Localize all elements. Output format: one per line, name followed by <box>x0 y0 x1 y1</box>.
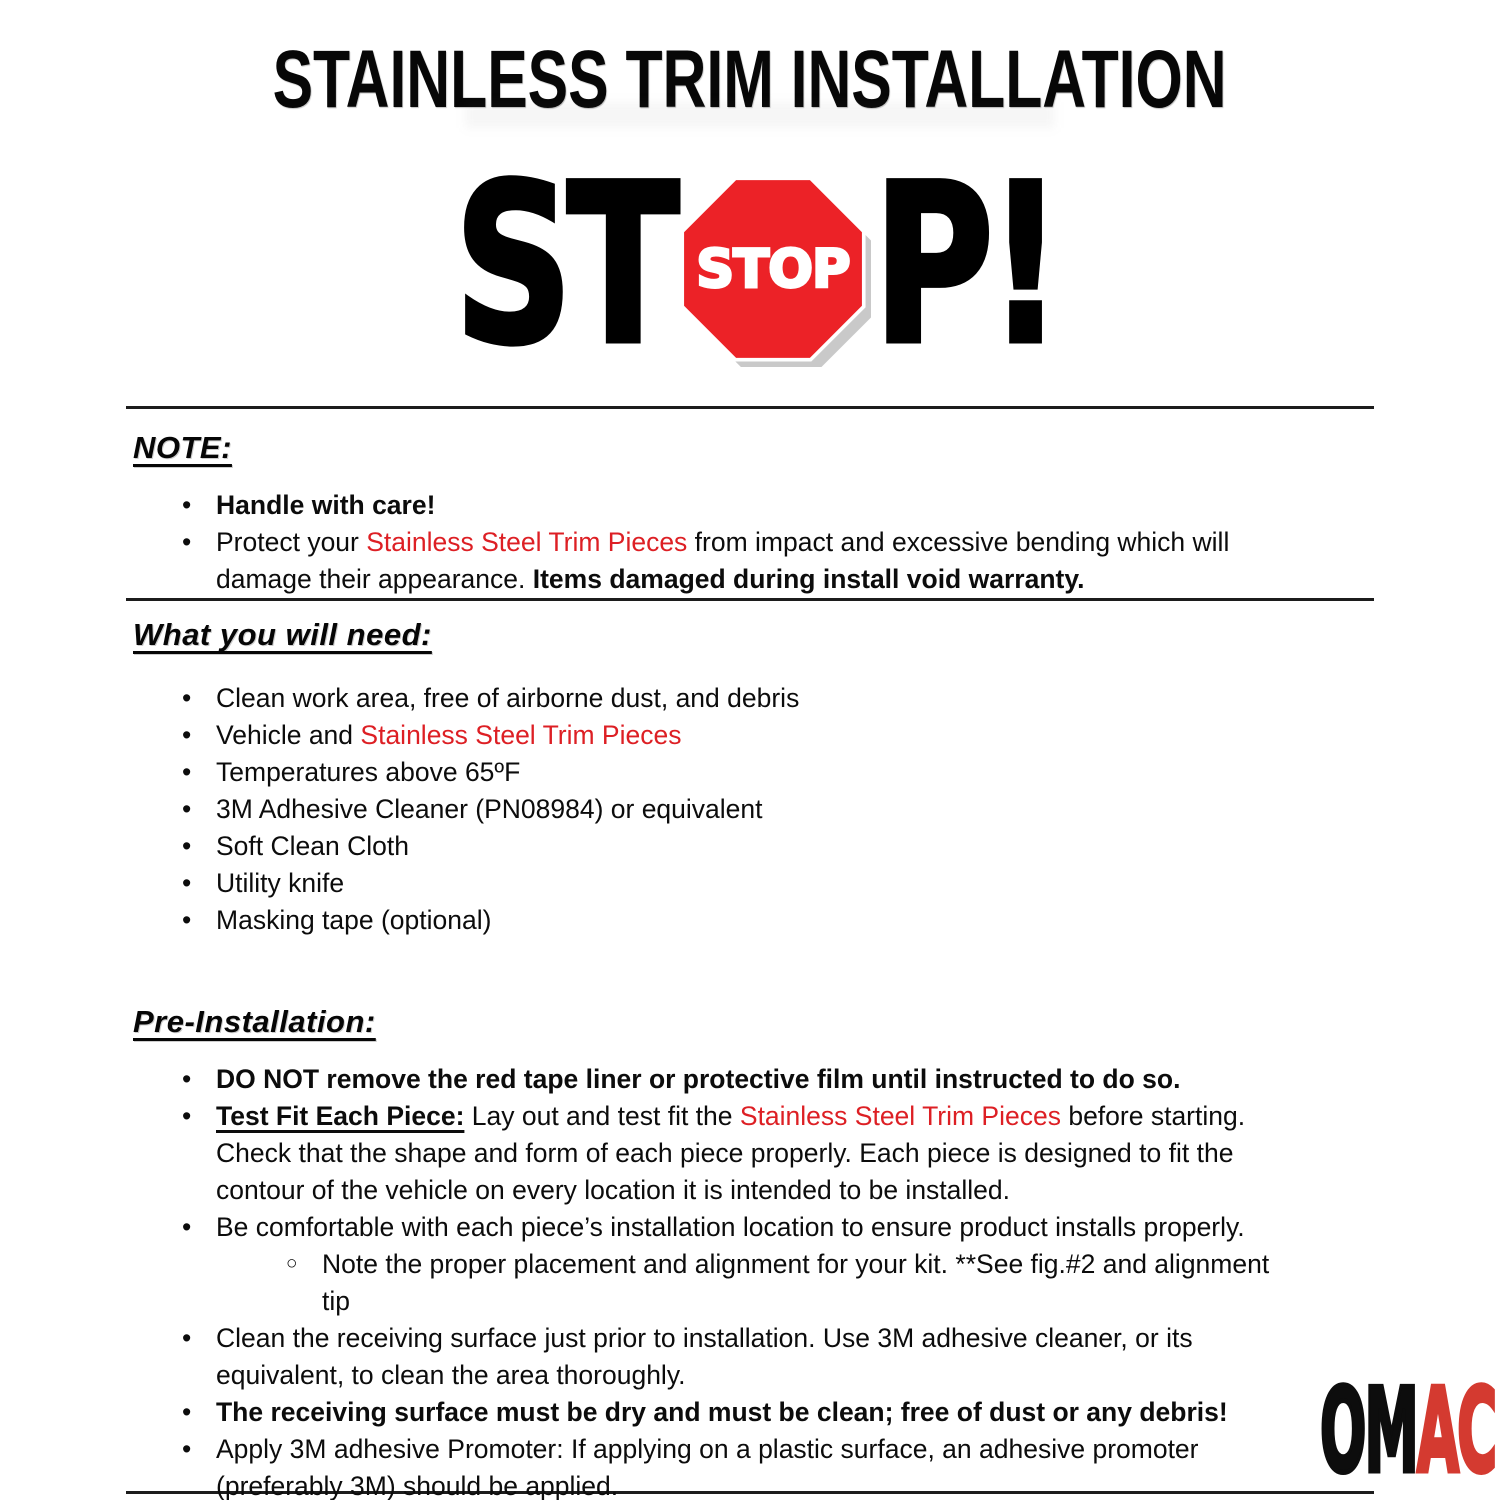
list-item-text: before starting. Check that the shape and form of each piece properly. Each piece is designed to fit the contour of the vehicle on every location it is intended to be installed. <box>216 1101 1246 1205</box>
list-item <box>180 754 1280 791</box>
list-item-text: Note the proper placement and alignment for your kit. **See fig.#2 and alignment tip <box>322 1249 1270 1316</box>
sub-list-item <box>180 1246 1280 1320</box>
bullet-icon: • <box>182 831 192 861</box>
bullet-icon: • <box>182 1323 192 1353</box>
list-item <box>180 828 1280 865</box>
list-item <box>180 791 1280 828</box>
highlighted-text: Stainless Steel Trim Pieces <box>360 720 682 750</box>
list-item-text: Masking tape (optional) <box>216 905 492 935</box>
page-title-text: STAINLESS TRIM INSTALLATION <box>273 34 1227 126</box>
omac-logo-black-text: OM <box>1320 1364 1417 1499</box>
divider <box>126 406 1374 409</box>
list-item <box>180 487 1280 524</box>
divider <box>126 598 1374 601</box>
what-you-need-list <box>180 680 1280 939</box>
list-item-text: Protect your <box>216 527 367 557</box>
list-item <box>180 902 1280 939</box>
list-item-text: Temperatures above 65ºF <box>216 757 521 787</box>
highlighted-text: Stainless Steel Trim Pieces <box>366 527 688 557</box>
stop-sign-icon <box>675 171 871 367</box>
list-item-text: Lay out and test fit the <box>464 1101 740 1131</box>
omac-logo <box>1320 1364 1496 1499</box>
list-item-text: Apply 3M adhesive Promoter: If applying on a plastic surface, an adhesive promoter (preferably 3M) should be applied. <box>216 1434 1199 1500</box>
stop-graphic <box>0 136 1500 393</box>
note-heading: NOTE: <box>133 430 232 465</box>
what-you-need-heading: What you will need: <box>133 617 432 652</box>
list-item-text: from impact and excessive bending which will damage their appearance. <box>216 527 1230 594</box>
bullet-icon: • <box>182 1101 192 1131</box>
omac-logo-red-text: AC <box>1416 1364 1496 1499</box>
list-item <box>180 1320 1280 1394</box>
bullet-icon: • <box>182 683 192 713</box>
list-item <box>180 1209 1280 1246</box>
emphasized-text: Test Fit Each Piece: <box>216 1101 465 1131</box>
emphasized-text: DO NOT remove the red tape liner or protective film until instructed to do so. <box>216 1064 1181 1094</box>
list-item <box>180 1061 1280 1098</box>
list-item-text: Handle with care! <box>216 490 436 520</box>
bullet-icon: • <box>182 1434 192 1464</box>
emphasized-text: Items damaged during install void warranty. <box>532 564 1085 594</box>
highlighted-text: Stainless Steel Trim Pieces <box>739 1101 1061 1131</box>
stop-text-left: ST <box>454 136 674 393</box>
bullet-icon: • <box>182 794 192 824</box>
bullet-icon: • <box>182 868 192 898</box>
list-item <box>180 680 1280 717</box>
bullet-icon: • <box>182 527 192 557</box>
stop-text-right: P! <box>873 136 1058 393</box>
bullet-icon: • <box>182 905 192 935</box>
bullet-icon: • <box>182 1212 192 1242</box>
bullet-icon: • <box>182 757 192 787</box>
pre-installation-heading: Pre-Installation: <box>133 1004 376 1039</box>
faded-print-artifact <box>465 102 1055 128</box>
stop-sign-label: STOP <box>696 238 851 300</box>
list-item <box>180 524 1280 598</box>
pre-installation-list <box>180 1061 1280 1500</box>
list-item-text: Clean the receiving surface just prior to installation. Use 3M adhesive cleaner, or its equivalent, to clean the area thoroughly. <box>216 1323 1193 1390</box>
list-item <box>180 717 1280 754</box>
circle-bullet-icon: ○ <box>286 1253 298 1274</box>
list-item-text: Be comfortable with each piece’s installation location to ensure product installs properly. <box>216 1212 1245 1242</box>
list-item-text: Clean work area, free of airborne dust, and debris <box>216 683 800 713</box>
list-item <box>180 1098 1280 1209</box>
list-item-text: 3M Adhesive Cleaner (PN08984) or equivalent <box>216 794 763 824</box>
list-item-text: Vehicle and <box>216 720 361 750</box>
list-item-text: Soft Clean Cloth <box>216 831 409 861</box>
bullet-icon: • <box>182 490 192 520</box>
list-item <box>180 1431 1280 1500</box>
list-item <box>180 1394 1280 1431</box>
list-item <box>180 865 1280 902</box>
bullet-icon: • <box>182 1397 192 1427</box>
note-list <box>180 487 1280 598</box>
bullet-icon: • <box>182 1064 192 1094</box>
bullet-icon: • <box>182 720 192 750</box>
list-item-text: Utility knife <box>216 868 345 898</box>
emphasized-text: The receiving surface must be dry and must be clean; free of dust or any debris! <box>216 1397 1228 1427</box>
